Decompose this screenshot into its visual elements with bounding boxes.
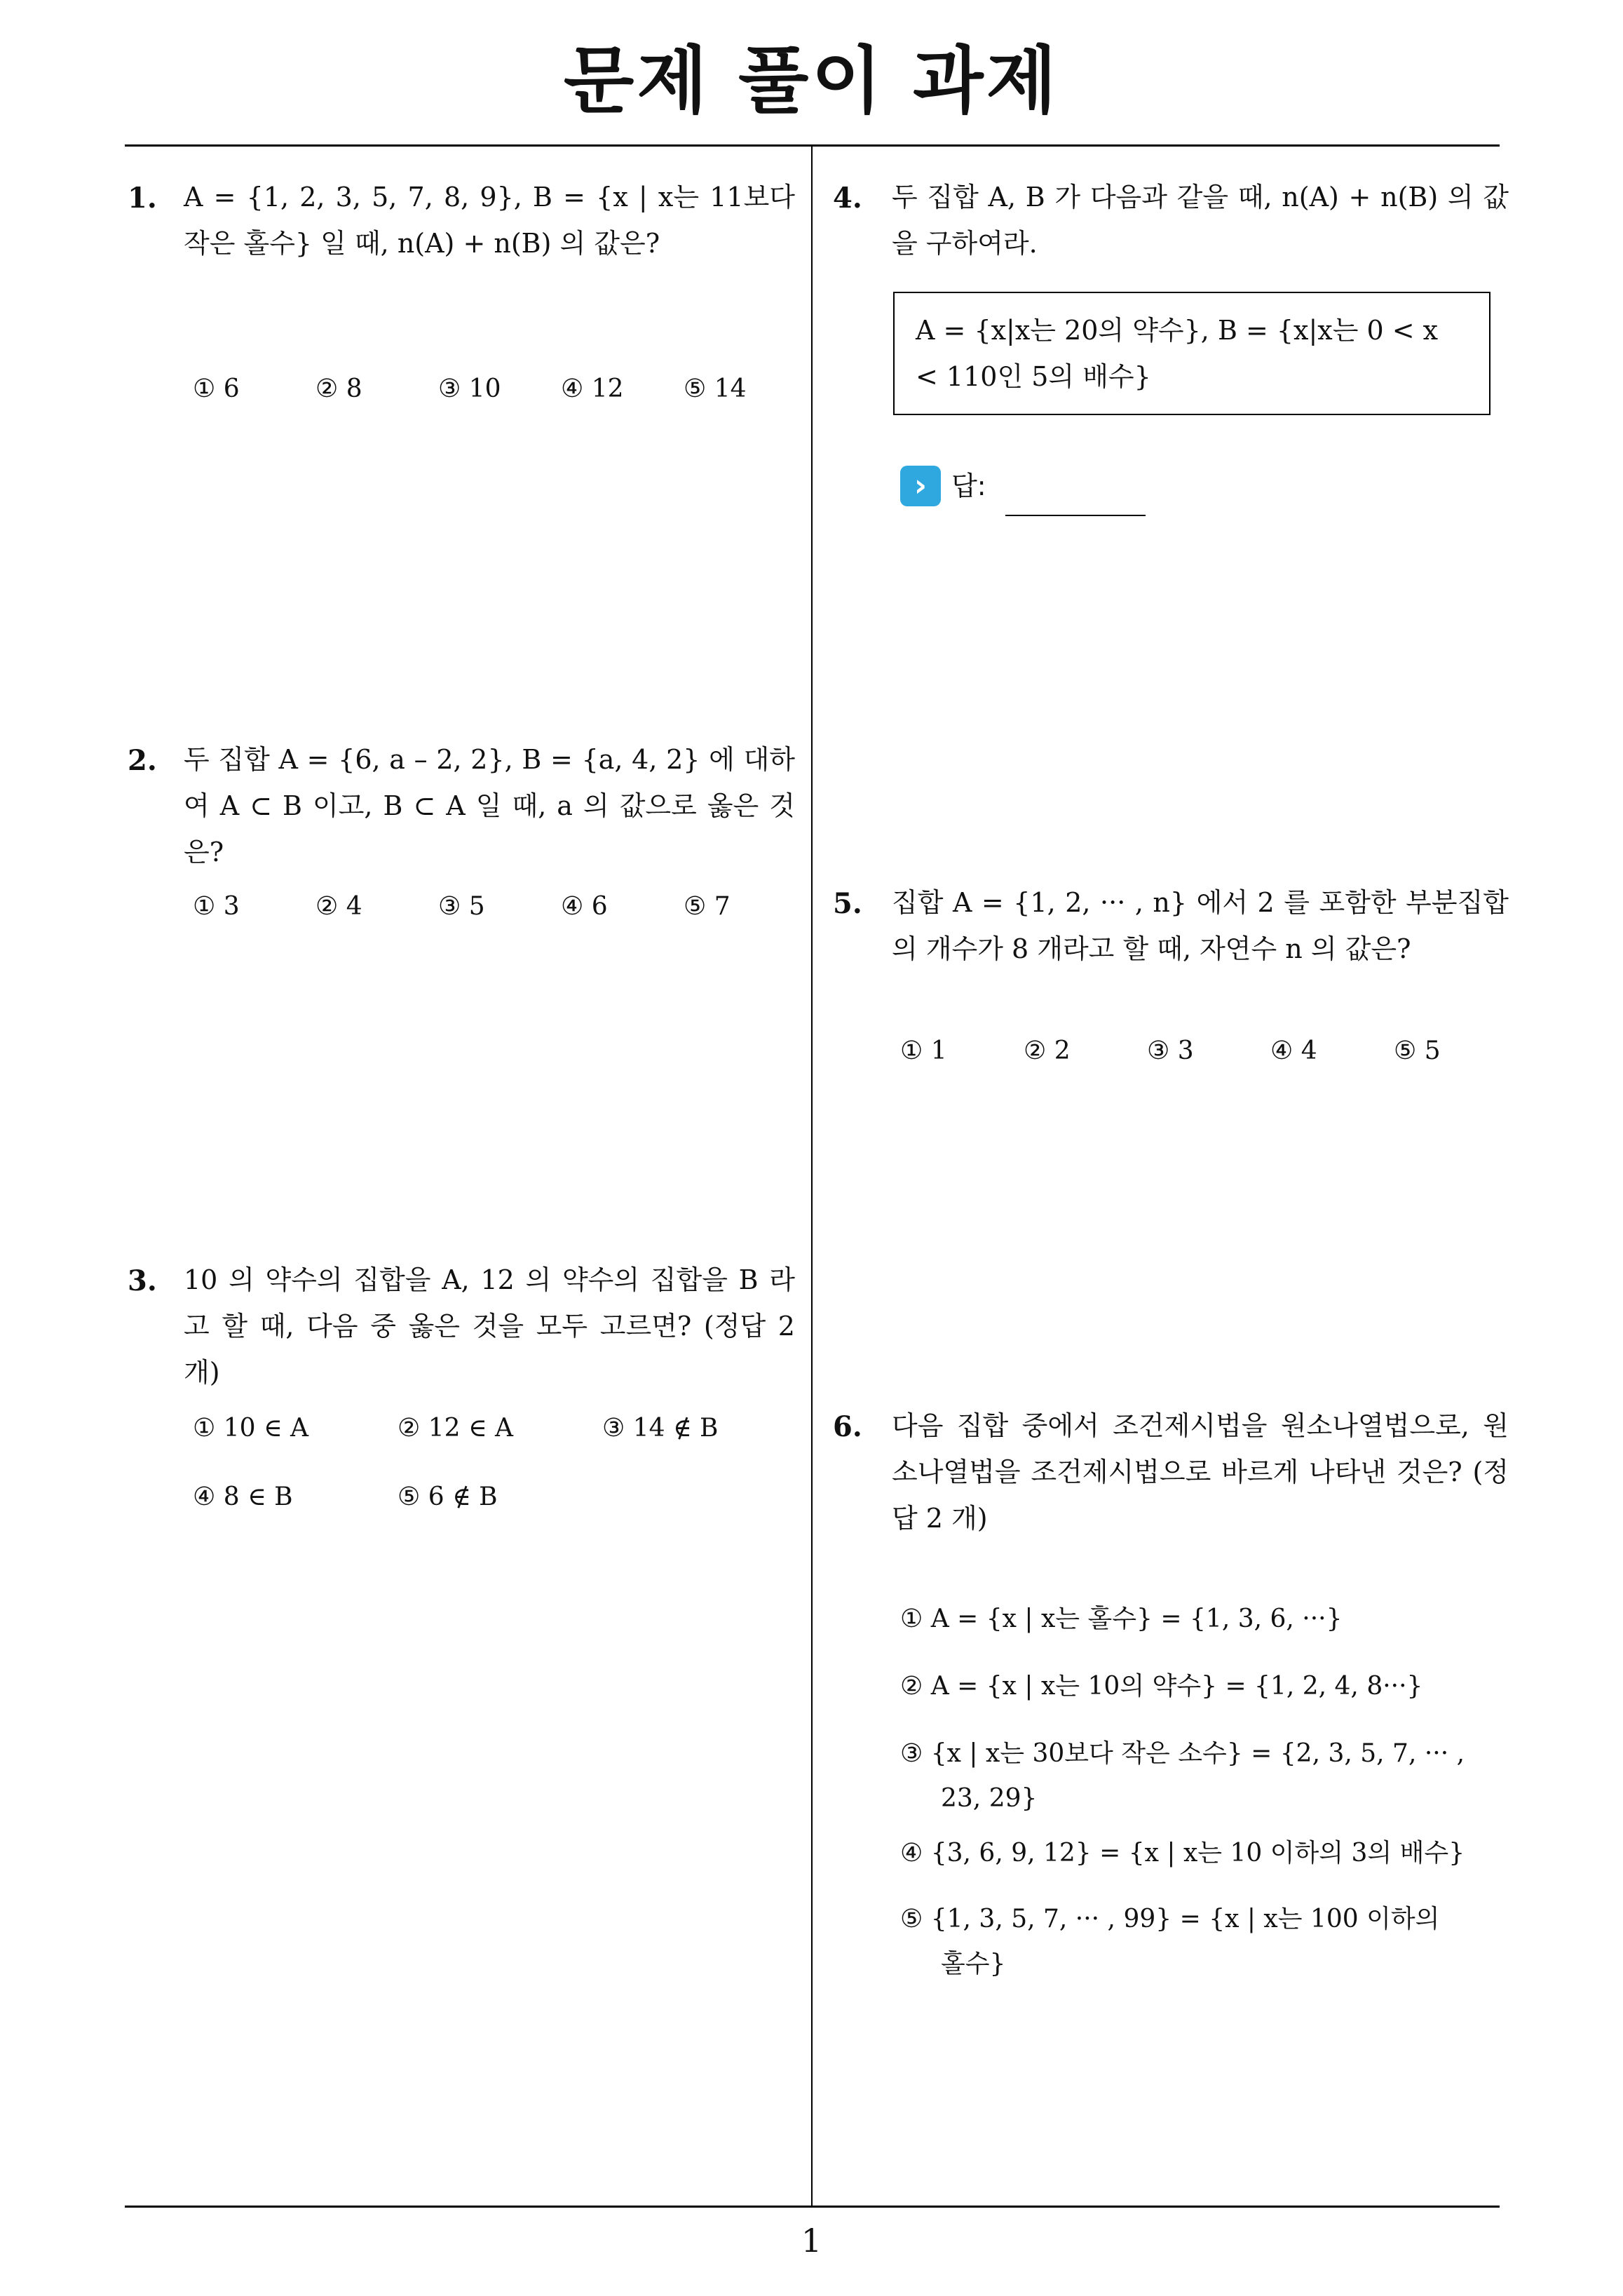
question-1-choice-2[interactable]: ② 8	[315, 374, 362, 403]
chevron-right-icon: ›	[900, 466, 941, 506]
question-6-choice-3[interactable]: ③ {x | x는 30보다 작은 소수} = {2, 3, 5, 7, ··· ,	[900, 1739, 1465, 1768]
question-3-choice-4[interactable]: ④ 8 ∈ B	[193, 1483, 293, 1511]
question-5-number: 5.	[833, 887, 862, 920]
question-1-choice-3[interactable]: ③ 10	[438, 374, 501, 403]
question-5-choice-3[interactable]: ③ 3	[1147, 1036, 1194, 1065]
question-6-choice-2[interactable]: ② A = {x | x는 10의 약수} = {1, 2, 4, 8···}	[900, 1672, 1423, 1701]
page-number: 1	[801, 2222, 822, 2260]
question-3-choice-3[interactable]: ③ 14 ∉ B	[602, 1414, 719, 1443]
question-6-text: 다음 집합 중에서 조건제시법을 원소나열법으로, 원소나열법을 조건제시법으로 바르게 나타낸 것은? (정답 2 개)	[892, 1410, 1509, 1534]
question-2-number: 2.	[128, 744, 157, 777]
question-6-choice-3-continued: 23, 29}	[941, 1784, 1038, 1813]
question-5-choice-1[interactable]: ① 1	[900, 1036, 947, 1065]
question-2-choice-5[interactable]: ⑤ 7	[684, 892, 731, 921]
question-5-text: 집합 A = {1, 2, ··· , n} 에서 2 를 포함한 부분집합의 개수가 8 개라고 할 때, 자연수 n 의 값은?	[892, 887, 1509, 964]
question-1-choice-1[interactable]: ① 6	[193, 374, 240, 403]
question-3-choice-1[interactable]: ① 10 ∈ A	[193, 1414, 309, 1443]
page-title: 문제 풀이 과제	[563, 38, 1060, 123]
question-6-choice-4[interactable]: ④ {3, 6, 9, 12} = {x | x는 10 이하의 3의 배수}	[900, 1839, 1465, 1868]
question-4-condition-text: A = {x|x는 20의 약수}, B = {x|x는 0 < x < 110인 5의 배수}	[916, 315, 1439, 392]
question-4-number: 4.	[833, 182, 862, 215]
question-6-choice-5[interactable]: ⑤ {1, 3, 5, 7, ··· , 99} = {x | x는 100 이하의	[900, 1905, 1440, 1933]
question-1-choice-5[interactable]: ⑤ 14	[684, 374, 747, 403]
footer-rule	[125, 2206, 1500, 2208]
question-2-choice-1[interactable]: ① 3	[193, 892, 240, 921]
question-2-choice-4[interactable]: ④ 6	[561, 892, 608, 921]
question-6-choice-1[interactable]: ① A = {x | x는 홀수} = {1, 3, 6, ···}	[900, 1605, 1343, 1633]
question-2-choice-3[interactable]: ③ 5	[438, 892, 485, 921]
question-2-text: 두 집합 A = {6, a – 2, 2}, B = {a, 4, 2} 에 대하여 A ⊂ B 이고, B ⊂ A 일 때, a 의 값으로 옳은 것은?	[184, 744, 795, 867]
question-1-text: A = {1, 2, 3, 5, 7, 8, 9}, B = {x | x는 11보다 작은 홀수} 일 때, n(A) + n(B) 의 값은?	[184, 182, 795, 259]
question-3-number: 3.	[128, 1264, 157, 1297]
question-6-number: 6.	[833, 1410, 862, 1443]
question-3-text: 10 의 약수의 집합을 A, 12 의 약수의 집합을 B 라고 할 때, 다음 중 옳은 것을 모두 고르면? (정답 2 개)	[184, 1264, 795, 1388]
question-1-number: 1.	[128, 182, 157, 215]
question-4-answer-row	[900, 466, 986, 508]
question-6-choice-5-continued: 홀수}	[941, 1950, 1006, 1978]
question-5-choice-2[interactable]: ② 2	[1024, 1036, 1071, 1065]
question-4-text: 두 집합 A, B 가 다음과 같을 때, n(A) + n(B) 의 값을 구하여라.	[892, 182, 1509, 259]
answer-label: 답:	[951, 471, 986, 501]
column-divider	[811, 144, 813, 2208]
question-3-choice-5[interactable]: ⑤ 6 ∉ B	[398, 1483, 498, 1511]
question-1-choice-4[interactable]: ④ 12	[561, 374, 624, 403]
question-5-choice-5[interactable]: ⑤ 5	[1394, 1036, 1441, 1065]
question-2-choice-2[interactable]: ② 4	[315, 892, 362, 921]
question-5-choice-4[interactable]: ④ 4	[1270, 1036, 1317, 1065]
question-3-choice-2[interactable]: ② 12 ∈ A	[398, 1414, 514, 1443]
answer-blank[interactable]	[1005, 515, 1146, 516]
question-4-condition-box	[893, 292, 1490, 415]
